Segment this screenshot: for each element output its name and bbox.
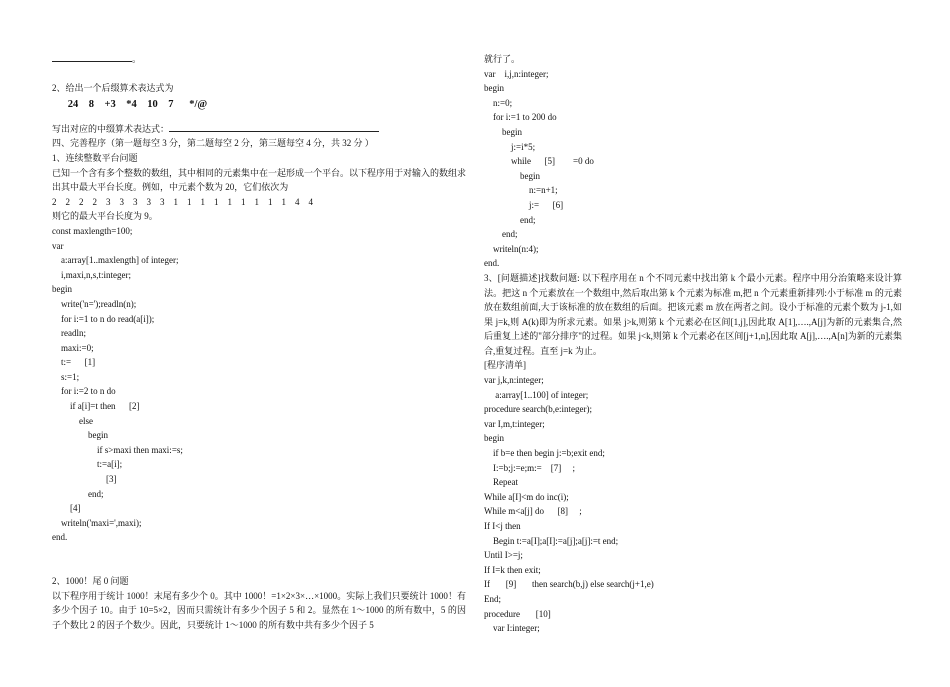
code-line: If I=k then exit; [484, 564, 541, 575]
code-line: const maxlength=100; [52, 225, 133, 236]
code-line: If I<j then [484, 521, 521, 531]
spacer [52, 545, 466, 574]
section-4-heading: 四、完善程序（第一题每空 3 分，第二题每空 2 分，第三题每空 4 分，共 32 分 ） [52, 138, 374, 149]
code-line: i,maxi,n,s,t:integer; [52, 269, 131, 280]
program-3-code [484, 358, 902, 635]
code-line: maxi:=0; [52, 342, 94, 353]
code-line: Until I>=j; [484, 550, 523, 561]
code-line: j:= [6] [484, 199, 564, 210]
code-line: var [52, 240, 64, 251]
code-line: for i:=1 to n do read(a[i]); [52, 313, 155, 324]
code-line: for i:=1 to 200 do [484, 112, 557, 123]
program-2-code [484, 52, 902, 271]
code-line: If [9] then search(b,j) else search(j+1,e) [484, 579, 654, 590]
code-line: [程序清单] [484, 360, 526, 371]
left-column [52, 52, 466, 632]
code-line: begin [484, 126, 522, 137]
right-column [484, 52, 902, 636]
problem-2-description: 以下程序用于统计 1000！末尾有多少个 0。其中 1000！=1×2×3×…×1000。实际上我们只要统计 1000！有多少个因子 10。由于 10=5×2，因而只需统计有多少个因子 5 和 2。显然在 1～1000 的所有数中，5 的因子个数比 2 的因子个数少。因此，只要统计 1～1000 的所有数中共有多少个因子 5 [52, 590, 466, 630]
code-line: Repeat [484, 477, 518, 488]
code-line: While m<a[j] do [8] ; [484, 506, 582, 517]
problem-1-title: 1、连续整数平台问题 [52, 152, 138, 163]
code-line: end; [484, 214, 536, 225]
problem-1-description: 已知一个含有多个整数的数组，其中相同的元素集中在一起形成一个平台。以下程序用于对输入的数组求出其中最大平台长度。例如，中元素个数为 20，它们依次为 [52, 167, 467, 193]
example-result: 则它的最大平台长度为 9。 [52, 211, 158, 222]
code-line: Begin t:=a[I];a[I]:=a[j];a[j]:=t end; [484, 535, 619, 546]
problem-3-description: 3、[问题描述]找数问题: 以下程序用在 n 个不同元素中找出第 k 个最小元素。程序中用分治策略来设计算法。把这 n 个元素放在一个数组中,然后取出第 k 个元素为标准 m,把 n 个元素重新排列:小于标准 m 的元素放在数组前面,大于该标准的放在数组的后面。把该元素 m 放在两者之间。设小于标准的元素个数为 j-1,如果 j=k,则 A(k)即为所求元素。如果 j>k,则第 k 个元素必在区间[1,j],因此取 A[1],….,A[j]为新的元素集合,然后重复上述的"部分排序"的过程。如果 j<k,则第 k 个元素必在区间[j+1,n],因此取 A[j],….,A[n]为新的元素集合,重复过程。直至 j=k 为止。 [484, 272, 902, 356]
code-line: [4] [52, 503, 81, 514]
code-line: writeln(n:4); [484, 243, 539, 254]
code-line: end; [52, 488, 104, 499]
code-line: procedure [10] [484, 608, 551, 619]
code-line: End; [484, 593, 501, 604]
code-line: var j,k,n:integer; [484, 375, 544, 386]
code-line: [3] [52, 474, 117, 485]
code-line: begin [52, 430, 108, 441]
example-sequence: 2 2 2 2 3 3 3 3 3 1 1 1 1 1 1 1 1 1 4 4 [52, 196, 313, 207]
code-line: end; [484, 229, 518, 240]
code-line: var I:integer; [484, 623, 540, 634]
code-line: var i,j,n:integer; [484, 68, 549, 79]
code-line: begin [484, 433, 504, 444]
code-line: var I,m,t:integer; [484, 418, 545, 429]
code-line: n:=0; [484, 97, 513, 108]
code-line: if b=e then begin j:=b;exit end; [484, 448, 605, 459]
code-line: else [52, 415, 93, 426]
blank-line [52, 53, 132, 62]
code-line: while [5] =0 do [484, 156, 594, 167]
code-line: j:=i*5; [484, 141, 536, 152]
code-line: begin [484, 170, 540, 181]
code-line: writeln('maxi=',maxi); [52, 517, 142, 528]
code-line: if a[i]=t then [2] [52, 401, 140, 412]
code-line: n:=n+1; [484, 185, 558, 196]
code-line: readln; [52, 328, 86, 339]
code-line: a:array[1..100] of integer; [484, 389, 589, 400]
code-line: I:=b;j:=e;m:= [7] ; [484, 462, 575, 473]
problem-2-title: 2、1000！尾 0 问题 [52, 576, 129, 586]
infix-answer-line: 写出对应的中缀算术表达式： [52, 122, 466, 137]
code-line: begin [484, 83, 504, 94]
answer-line: 。 [52, 52, 466, 67]
code-line: While a[I]<m do inc(i); [484, 491, 569, 502]
code-line: t:=a[i]; [52, 459, 123, 470]
code-line: 就行了。 [484, 54, 521, 64]
code-line: write('n=');readln(n); [52, 298, 137, 309]
code-line: end. [52, 532, 68, 543]
blank-line [169, 123, 379, 132]
program-1-code [52, 224, 466, 545]
code-line: s:=1; [52, 371, 80, 382]
code-line: t:= [1] [52, 357, 96, 368]
postfix-expression: 24 8 +3 *4 10 7 */@ [52, 98, 208, 110]
code-line: begin [52, 284, 72, 295]
code-line: procedure search(b,e:integer); [484, 404, 592, 415]
code-line: a:array[1..maxlength] of integer; [52, 255, 179, 266]
code-line: if s>maxi then maxi:=s; [52, 444, 183, 455]
question-2-prompt: 2、给出一个后缀算术表达式为 [52, 83, 174, 94]
code-line: for i:=2 to n do [52, 386, 116, 397]
spacer [52, 67, 466, 82]
spacer [52, 114, 466, 122]
code-line: end. [484, 258, 500, 269]
